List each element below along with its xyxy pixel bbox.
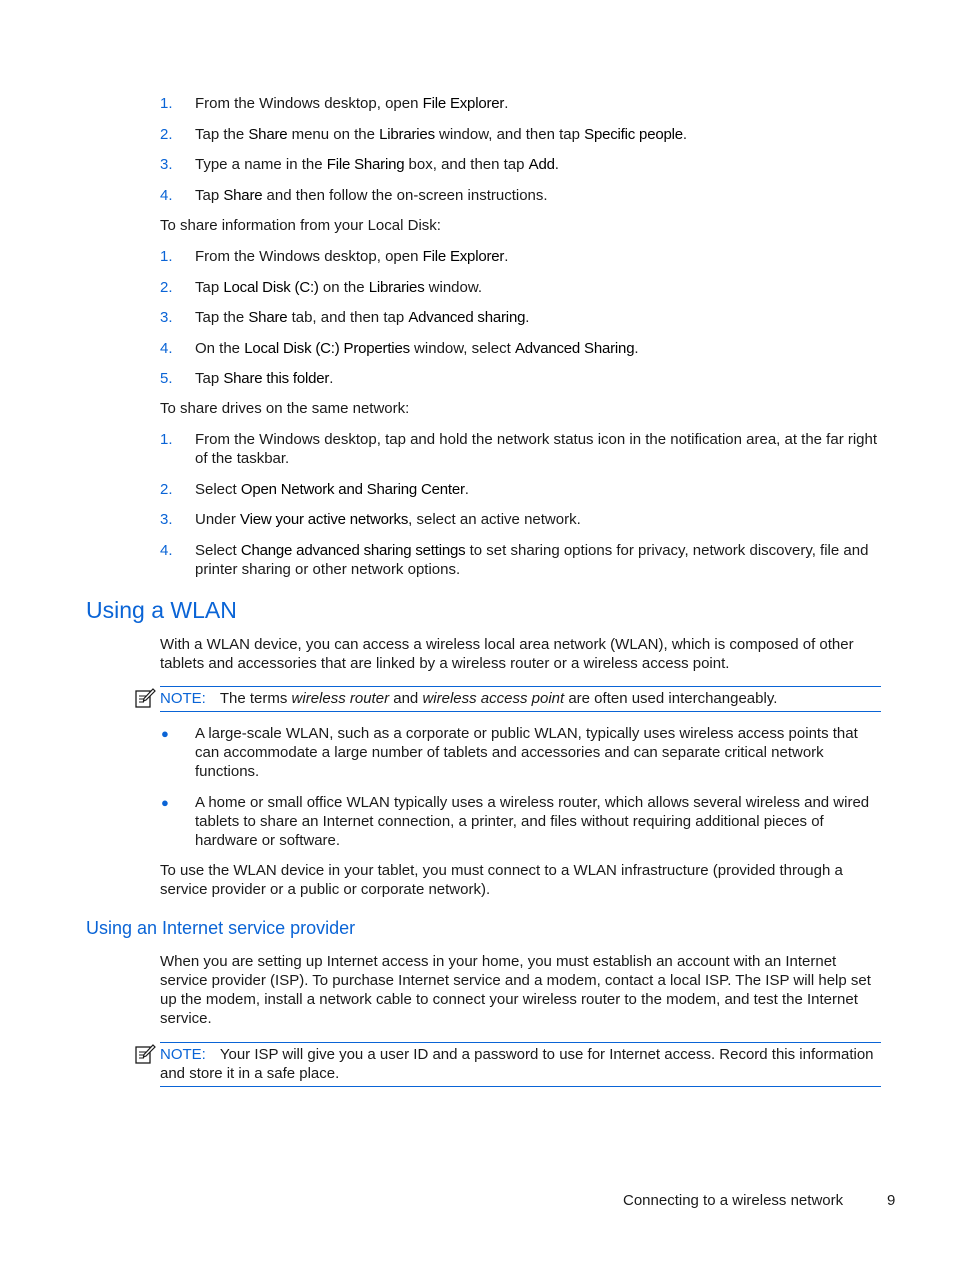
list-item xyxy=(160,308,880,327)
page-footer xyxy=(623,1191,896,1210)
step-text: to set sharing options for privacy, network discovery, file and printer sharing or other network options. xyxy=(195,541,869,578)
list-item xyxy=(160,430,880,468)
step-text: Type a name in the xyxy=(195,156,327,173)
term-wireless-access-point: wireless access point xyxy=(422,690,565,707)
step-text: window. xyxy=(424,278,483,296)
step-number: 3. xyxy=(160,511,173,528)
list-item xyxy=(160,125,880,144)
ui-term: Share xyxy=(248,125,288,143)
subsection-heading-isp: Using an Internet service provider xyxy=(86,918,356,938)
term-wireless-router: wireless router xyxy=(291,690,390,707)
list-item xyxy=(160,793,880,850)
ui-term: Libraries xyxy=(379,125,435,143)
ui-term: File Sharing xyxy=(326,156,405,173)
step-text: and then follow the on-screen instructions. xyxy=(262,186,548,204)
note-pencil-icon xyxy=(134,687,156,709)
note-text: The terms wireless router and wireless access point are often used interchangeably. xyxy=(219,690,778,707)
ui-term: Change advanced sharing settings xyxy=(240,541,466,559)
note-pencil-icon xyxy=(134,1043,156,1065)
step-text: menu on the xyxy=(287,125,380,143)
step-number: 4. xyxy=(160,339,173,357)
step-text: . xyxy=(504,248,509,265)
bullet-icon: ● xyxy=(161,726,169,741)
step-text: window, and then tap xyxy=(434,125,585,143)
local-disk-intro: To share information from your Local Disk: xyxy=(160,217,441,234)
step-number: 2. xyxy=(160,125,173,143)
step-number: 3. xyxy=(160,156,173,173)
step-number: 1. xyxy=(160,431,173,448)
list-item xyxy=(160,155,880,174)
step-text: Tap the xyxy=(195,309,249,326)
step-text: From the Windows desktop, open xyxy=(195,95,423,112)
isp-note xyxy=(160,1042,881,1087)
step-text: window, select xyxy=(409,339,515,357)
ui-term: Open Network and Sharing Center xyxy=(240,480,465,498)
step-number: 1. xyxy=(160,95,173,112)
step-text: on the xyxy=(318,278,369,296)
step-text: tab, and then tap xyxy=(287,309,409,326)
step-text: Select xyxy=(195,480,241,498)
network-drive-share-steps xyxy=(160,430,880,590)
step-number: 2. xyxy=(160,278,173,296)
step-text: From the Windows desktop, tap and hold the network status icon in the notification area, at the far right of the taskbar. xyxy=(195,431,878,467)
section-heading-wlan: Using a WLAN xyxy=(86,597,237,623)
step-number: 3. xyxy=(160,309,173,326)
wlan-note xyxy=(160,686,881,712)
wlan-intro: With a WLAN device, you can access a wireless local area network (WLAN), which is composed of other tablets and accessories that are linked by a wireless router or a wireless access point. xyxy=(160,636,854,672)
step-number: 2. xyxy=(160,480,173,498)
step-text: From the Windows desktop, open xyxy=(195,248,423,265)
bullet-text: A large-scale WLAN, such as a corporate or public WLAN, typically uses wireless access points that can accommodate a large number of tablets and accessories and can separate critical network functions. xyxy=(195,725,858,780)
step-text: , select an active network. xyxy=(408,511,581,528)
step-number: 4. xyxy=(160,186,173,204)
footer-chapter-title: Connecting to a wireless network xyxy=(623,1192,844,1209)
bullet-text: A home or small office WLAN typically uses a wireless router, which allows several wireless and wired tablets to share an Internet connection, a printer, and files without requiring additional pieces of hardware or software. xyxy=(195,794,870,849)
list-item xyxy=(160,480,880,499)
list-item xyxy=(160,510,880,529)
isp-body: When you are setting up Internet access in your home, you must establish an account with an Internet service provider (ISP). To purchase Internet service and a modem, contact a local ISP. The ISP will help set up the modem, install a network cable to connect your wireless router to the modem, and test the Internet service. xyxy=(160,953,871,1027)
note-text: Your ISP will give you a user ID and a password to use for Internet access. Record this information and store it in a safe place. xyxy=(160,1046,874,1082)
step-text: . xyxy=(504,95,509,112)
step-number: 4. xyxy=(160,541,173,559)
ui-term: Local Disk (C:) xyxy=(223,278,319,296)
list-item xyxy=(160,339,880,358)
ui-term: Specific people xyxy=(584,125,683,143)
ui-term: Share this folder xyxy=(223,370,330,387)
drives-intro: To share drives on the same network: xyxy=(160,400,410,417)
step-text: Tap xyxy=(195,186,224,204)
step-number: 5. xyxy=(160,370,173,387)
step-text: Tap xyxy=(195,370,224,387)
ui-term: Share xyxy=(223,186,263,204)
step-text: . xyxy=(554,156,559,173)
wlan-bullet-list xyxy=(160,724,880,862)
step-text: . xyxy=(464,480,469,498)
wlan-outro: To use the WLAN device in your tablet, you must connect to a WLAN infrastructure (provided through a service provider or a public or corporate network). xyxy=(160,862,843,898)
local-disk-share-steps xyxy=(160,247,880,400)
ui-term: Libraries xyxy=(368,278,425,296)
list-item xyxy=(160,369,880,388)
note-label: NOTE: xyxy=(160,690,206,707)
ui-term: Local Disk (C:) Properties xyxy=(244,339,410,357)
ui-term: Advanced sharing xyxy=(408,309,526,326)
step-text: . xyxy=(634,339,639,357)
step-text: Tap xyxy=(195,278,224,296)
ui-term: Share xyxy=(248,309,288,326)
ui-term: File Explorer xyxy=(422,95,505,112)
step-text: Under xyxy=(195,511,241,528)
ui-term: File Explorer xyxy=(422,248,505,265)
step-text: . xyxy=(682,125,688,143)
file-explorer-share-steps xyxy=(160,94,880,216)
bullet-icon: ● xyxy=(161,795,169,810)
list-item xyxy=(160,724,880,781)
list-item xyxy=(160,247,880,266)
step-text: Select xyxy=(195,541,241,559)
list-item xyxy=(160,541,880,579)
ui-term: Advanced Sharing xyxy=(514,339,635,357)
note-label: NOTE: xyxy=(160,1046,206,1063)
ui-term: Add xyxy=(528,156,555,173)
step-text: On the xyxy=(195,339,245,357)
step-number: 1. xyxy=(160,248,173,265)
step-text: Tap the xyxy=(195,125,249,143)
list-item xyxy=(160,278,880,297)
step-text: . xyxy=(329,370,334,387)
list-item xyxy=(160,186,880,205)
step-text: . xyxy=(525,309,530,326)
list-item xyxy=(160,94,880,113)
step-text: box, and then tap xyxy=(404,156,529,173)
ui-term: View your active networks xyxy=(240,511,409,528)
page-number: 9 xyxy=(887,1192,896,1209)
